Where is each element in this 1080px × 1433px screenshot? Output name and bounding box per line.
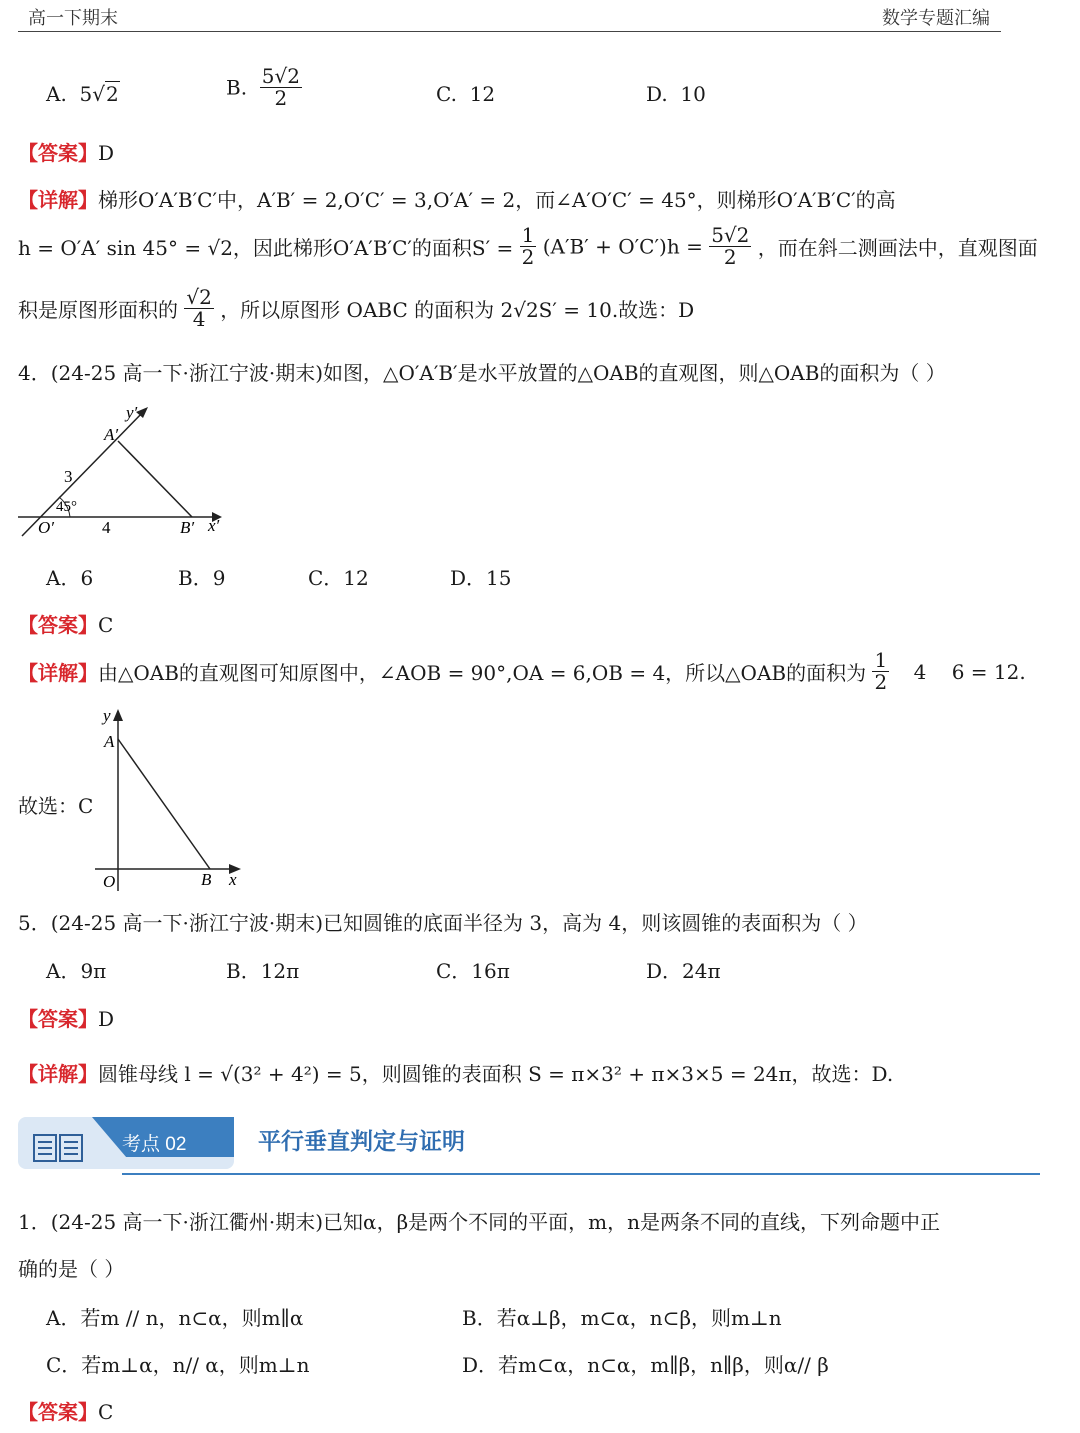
s2q1-stem-line1: 1．(24-25 高一下·浙江衢州·期末)已知α，β是两个不同的平面，m，n是两条不同的直线，下列命题中正 bbox=[18, 1210, 940, 1234]
fig1-a-label: A′ bbox=[104, 425, 119, 444]
fig1-b-label: B′ bbox=[180, 518, 195, 537]
fig1-len4-label: 4 bbox=[102, 518, 111, 537]
fraction-half: $\frac{1}{2}$ bbox=[521, 223, 535, 269]
fig1-len3-label: 3 bbox=[64, 467, 73, 486]
s2q1-stem-line2: 确的是（ ） bbox=[18, 1257, 125, 1281]
fig2-o-label: O bbox=[103, 872, 116, 891]
s2q1-option-d: D．若m⊂α，n⊂α，m∥β，n∥β，则α// β bbox=[462, 1353, 829, 1377]
fig1-x-label: x′ bbox=[208, 516, 220, 535]
fraction-root2-over-4: $\frac{√2}{4}$ bbox=[186, 285, 212, 331]
q3-option-d: D. 10 bbox=[646, 82, 706, 106]
header-right: 数学专题汇编 bbox=[882, 8, 990, 29]
q4-figure-original bbox=[95, 703, 255, 893]
fig2-y-label: y bbox=[103, 706, 111, 725]
q4-option-b: B．9 bbox=[178, 566, 226, 590]
section-rule bbox=[122, 1173, 1040, 1175]
q5-option-a: A．9π bbox=[46, 959, 107, 983]
fig2-b-label: B bbox=[201, 870, 212, 889]
q5-option-b: B．12π bbox=[226, 959, 300, 983]
section-title: 平行垂直判定与证明 bbox=[258, 1129, 465, 1155]
s2q1-option-a: A．若m // n，n⊂α，则m∥α bbox=[46, 1306, 304, 1330]
s2q1-answer: 【答案】C bbox=[18, 1400, 114, 1424]
q4-option-c: C．12 bbox=[308, 566, 369, 590]
q3-detail-line2: h = O′A′ sin 45° = √2，因此梯形O′A′B′C′的面积S′ = $\frac{1}{2}$ (A′B′ + O′C′)h = $\frac{5√2}{2}$ ，而在斜二测画法中，直观图面 bbox=[18, 223, 1038, 269]
q3-answer: 【答案】D bbox=[18, 141, 115, 165]
q4-option-d: D．15 bbox=[450, 566, 512, 590]
q5-option-c: C．16π bbox=[436, 959, 510, 983]
fig1-angle-label: 45° bbox=[56, 499, 77, 515]
fig2-x-label: x bbox=[229, 870, 237, 889]
q4-answer: 【答案】C bbox=[18, 613, 114, 637]
section-banner bbox=[18, 1117, 1040, 1177]
q3-detail-line1: 【详解】梯形O′A′B′C′中，A′B′ = 2,O′C′ = 3,O′A′ = 2，而∠A′O′C′ = 45°，则梯形O′A′B′C′的高 bbox=[18, 188, 896, 212]
q4-stem: 4．(24-25 高一下·浙江宁波·期末)如图，△O′A′B′是水平放置的△OAB的直观图，则△OAB的面积为（ ） bbox=[18, 361, 946, 385]
q5-answer: 【答案】D bbox=[18, 1007, 115, 1031]
q3-option-a: A. 5√2 bbox=[46, 82, 119, 106]
fig1-y-label: y′ bbox=[126, 403, 138, 422]
q3-detail-line3: 积是原图形面积的 $\frac{√2}{4}$ ，所以原图形 OABC 的面积为 2√2S′ = 10.故选：D bbox=[18, 285, 695, 331]
q4-conclusion: 故选：C bbox=[18, 794, 94, 818]
q4-figure-oblique bbox=[10, 398, 240, 543]
q5-stem: 5．(24-25 高一下·浙江宁波·期末)已知圆锥的底面半径为 3，高为 4，则该圆锥的表面积为（ ） bbox=[18, 911, 868, 935]
book-icon bbox=[33, 1134, 85, 1162]
q3-option-b: B. $\frac{5√2}{2}$ bbox=[226, 64, 300, 110]
header-left: 高一下期末 bbox=[28, 8, 118, 29]
q3-option-c: C. 12 bbox=[436, 82, 496, 106]
q5-option-d: D．24π bbox=[646, 959, 721, 983]
fraction-5root2-over-2: $\frac{5√2}{2}$ bbox=[711, 223, 750, 269]
fig1-o-label: O′ bbox=[38, 518, 54, 537]
q4-detail: 【详解】由△OAB的直观图可知原图中，∠AOB = 90°,OA = 6,OB = 4，所以△OAB的面积为 $\frac{1}{2}$ 4 6 = 12. bbox=[18, 648, 1026, 694]
section-badge-label: 考点 02 bbox=[122, 1134, 187, 1155]
header-rule bbox=[18, 31, 1001, 32]
fig2-a-label: A bbox=[104, 732, 115, 751]
q4-option-a: A．6 bbox=[46, 566, 94, 590]
s2q1-option-b: B．若α⊥β，m⊂α，n⊂β，则m⊥n bbox=[462, 1306, 782, 1330]
s2q1-option-c: C．若m⊥α，n// α，则m⊥n bbox=[46, 1353, 310, 1377]
q5-detail: 【详解】圆锥母线 l = √(3² + 4²) = 5，则圆锥的表面积 S = π×3² + π×3×5 = 24π，故选：D. bbox=[18, 1062, 894, 1086]
